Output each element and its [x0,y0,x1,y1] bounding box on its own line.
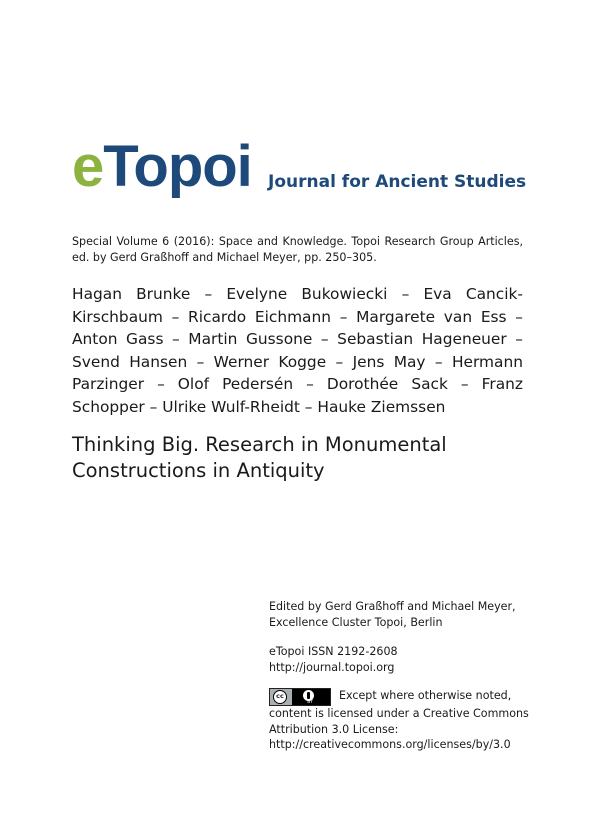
logo-topoi: Topoi [103,134,252,199]
editors-line: Edited by Gerd Graßhoff and Michael Meyer, [269,600,516,613]
cluster-line: Excellence Cluster Topoi, Berlin [269,615,443,629]
article-title-line-2: Constructions in Antiquity [72,459,325,482]
logo-e: e [72,134,104,199]
journal-name: Journal for Ancient Studies [268,172,527,192]
etopoi-logo [72,134,252,199]
article-title [72,432,523,484]
cc-by-license-icon[interactable] [269,688,331,706]
cc-icon: cc [273,690,287,704]
license-line-1: Except where otherwise noted, [339,689,512,702]
by-label: BY [307,700,313,705]
editors-block [269,599,529,630]
journal-url-link[interactable]: http://journal.topoi.org [269,660,395,674]
author-list: Hagan Brunke – Evelyne Bukowiecki – Eva Cancik-Kirschbaum – Ricardo Eichmann – Margarete van Ess – Anton Gass – Martin Gussone – Sebastian Hageneuer – Svend Hansen – Werner Kogge – Jens May – Hermann Parzinger – Olof Pedersén – Dorothée Sack – Franz Schopper – Ulrike Wulf-Rheidt – Hauke Ziemssen [72,285,523,416]
volume-citation: Special Volume 6 (2016): Space and Knowledge. Topoi Research Group Articles, ed. by Gerd Graßhoff and Michael Meyer, pp. 250–305. [72,235,523,264]
issn-text: eTopoi ISSN 2192-2608 [269,645,398,658]
article-title-line-1: Thinking Big. Research in Monumental [72,433,447,456]
license-line-3: Attribution 3.0 License: [269,722,399,736]
license-line-2: content is licensed under a Creative Commons [269,707,529,720]
license-url-link[interactable]: http://creativecommons.org/licenses/by/3.0 [269,738,511,751]
license-block [269,688,529,753]
issn-block [269,644,529,675]
